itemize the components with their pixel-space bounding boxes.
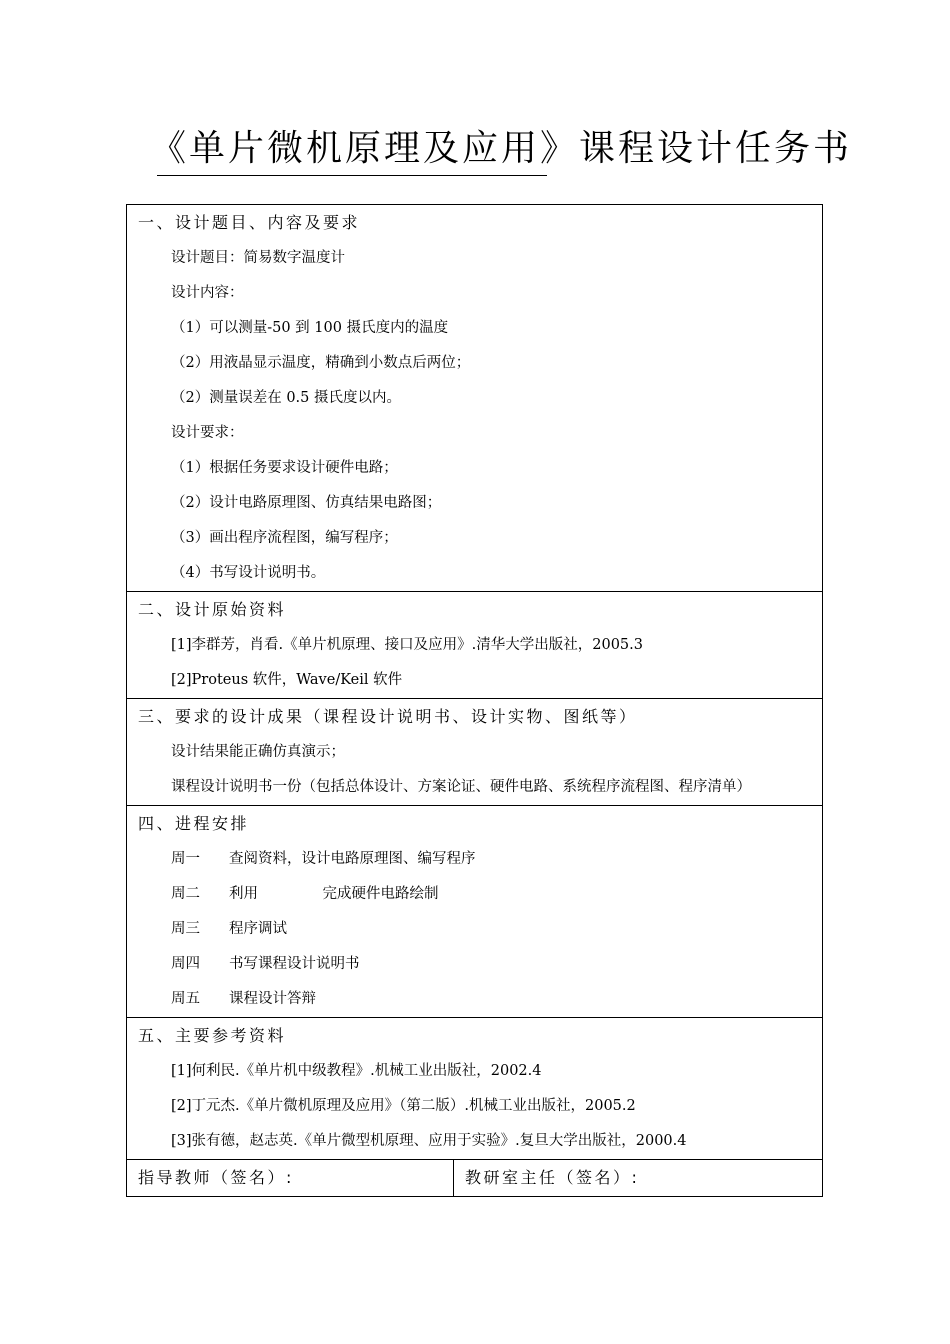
schedule-day: 周二: [171, 886, 200, 902]
requirement-item: （1）根据任务要求设计硬件电路；: [171, 460, 398, 476]
reference-item: [1]李群芳，肖看.《单片机原理、接口及应用》.清华大学出版社，2005.3: [171, 637, 643, 653]
deliverable-paragraph: 课程设计说明书一份（包括总体设计、方案论证、硬件电路、系统程序流程图、程序清单）: [171, 779, 751, 795]
schedule-task: 书写课程设计说明书: [229, 956, 360, 972]
reference-item: [3]张有德，赵志英.《单片微型机原理、应用于实验》.复旦大学出版社，2000.4: [171, 1133, 687, 1149]
reference-item: [2]丁元杰.《单片微机原理及应用》（第二版）.机械工业出版社，2005.2: [171, 1098, 636, 1114]
schedule-row: [127, 912, 822, 947]
section-references: [127, 1018, 822, 1160]
requirement-item: （3）画出程序流程图，编写程序；: [171, 530, 398, 546]
section-heading: 五、主要参考资料: [138, 1026, 287, 1045]
section-schedule: [127, 806, 822, 1018]
document-title: 《单片微机原理及应用》课程设计任务书: [150, 128, 853, 169]
schedule-row: [127, 877, 822, 912]
schedule-row: [127, 982, 822, 1017]
topic-line: 设计题目：简易数字温度计: [171, 250, 345, 266]
task-table: [126, 204, 823, 1197]
section-source-materials: [127, 592, 822, 699]
advisor-signature: 指导教师（签名）:: [127, 1160, 454, 1196]
content-label: 设计内容：: [171, 285, 244, 301]
signature-row: [127, 1160, 822, 1196]
section-design-topic: [127, 205, 822, 592]
schedule-day: 周三: [171, 921, 200, 937]
schedule-task: 查阅资料，设计电路原理图、编写程序: [229, 851, 476, 867]
section-heading: 一、设计题目、内容及要求: [138, 213, 361, 232]
reference-item: [2]Proteus 软件，Wave/Keil 软件: [171, 672, 403, 688]
requirement-item: （4）书写设计说明书。: [171, 565, 326, 581]
content-item: （2）测量误差在 0.5 摄氏度以内。: [171, 390, 402, 406]
schedule-day: 周五: [171, 991, 200, 1007]
content-item: （1）可以测量-50 到 100 摄氏度内的温度: [171, 320, 449, 336]
reference-item: [1]何利民.《单片机中级教程》.机械工业出版社，2002.4: [171, 1063, 542, 1079]
content-item: （2）用液晶显示温度，精确到小数点后两位；: [171, 355, 471, 371]
schedule-task: 程序调试: [229, 921, 287, 937]
schedule-row: [127, 842, 822, 877]
requirement-item: （2）设计电路原理图、仿真结果电路图；: [171, 495, 442, 511]
director-signature: 教研室主任（签名）:: [465, 1168, 640, 1187]
schedule-task: 课程设计答辩: [229, 991, 316, 1007]
section-heading: 二、设计原始资料: [138, 600, 287, 619]
section-heading: 三、要求的设计成果（课程设计说明书、设计实物、图纸等）: [138, 707, 638, 726]
deliverable-item: 设计结果能正确仿真演示；: [171, 744, 345, 760]
title-underline: [157, 175, 547, 176]
schedule-task: 利用 完成硬件电路绘制: [229, 886, 439, 902]
schedule-row: [127, 947, 822, 982]
section-heading: 四、进程安排: [138, 814, 250, 833]
schedule-day: 周一: [171, 851, 200, 867]
requirements-label: 设计要求：: [171, 425, 244, 441]
schedule-day: 周四: [171, 956, 200, 972]
section-deliverables: [127, 699, 822, 806]
